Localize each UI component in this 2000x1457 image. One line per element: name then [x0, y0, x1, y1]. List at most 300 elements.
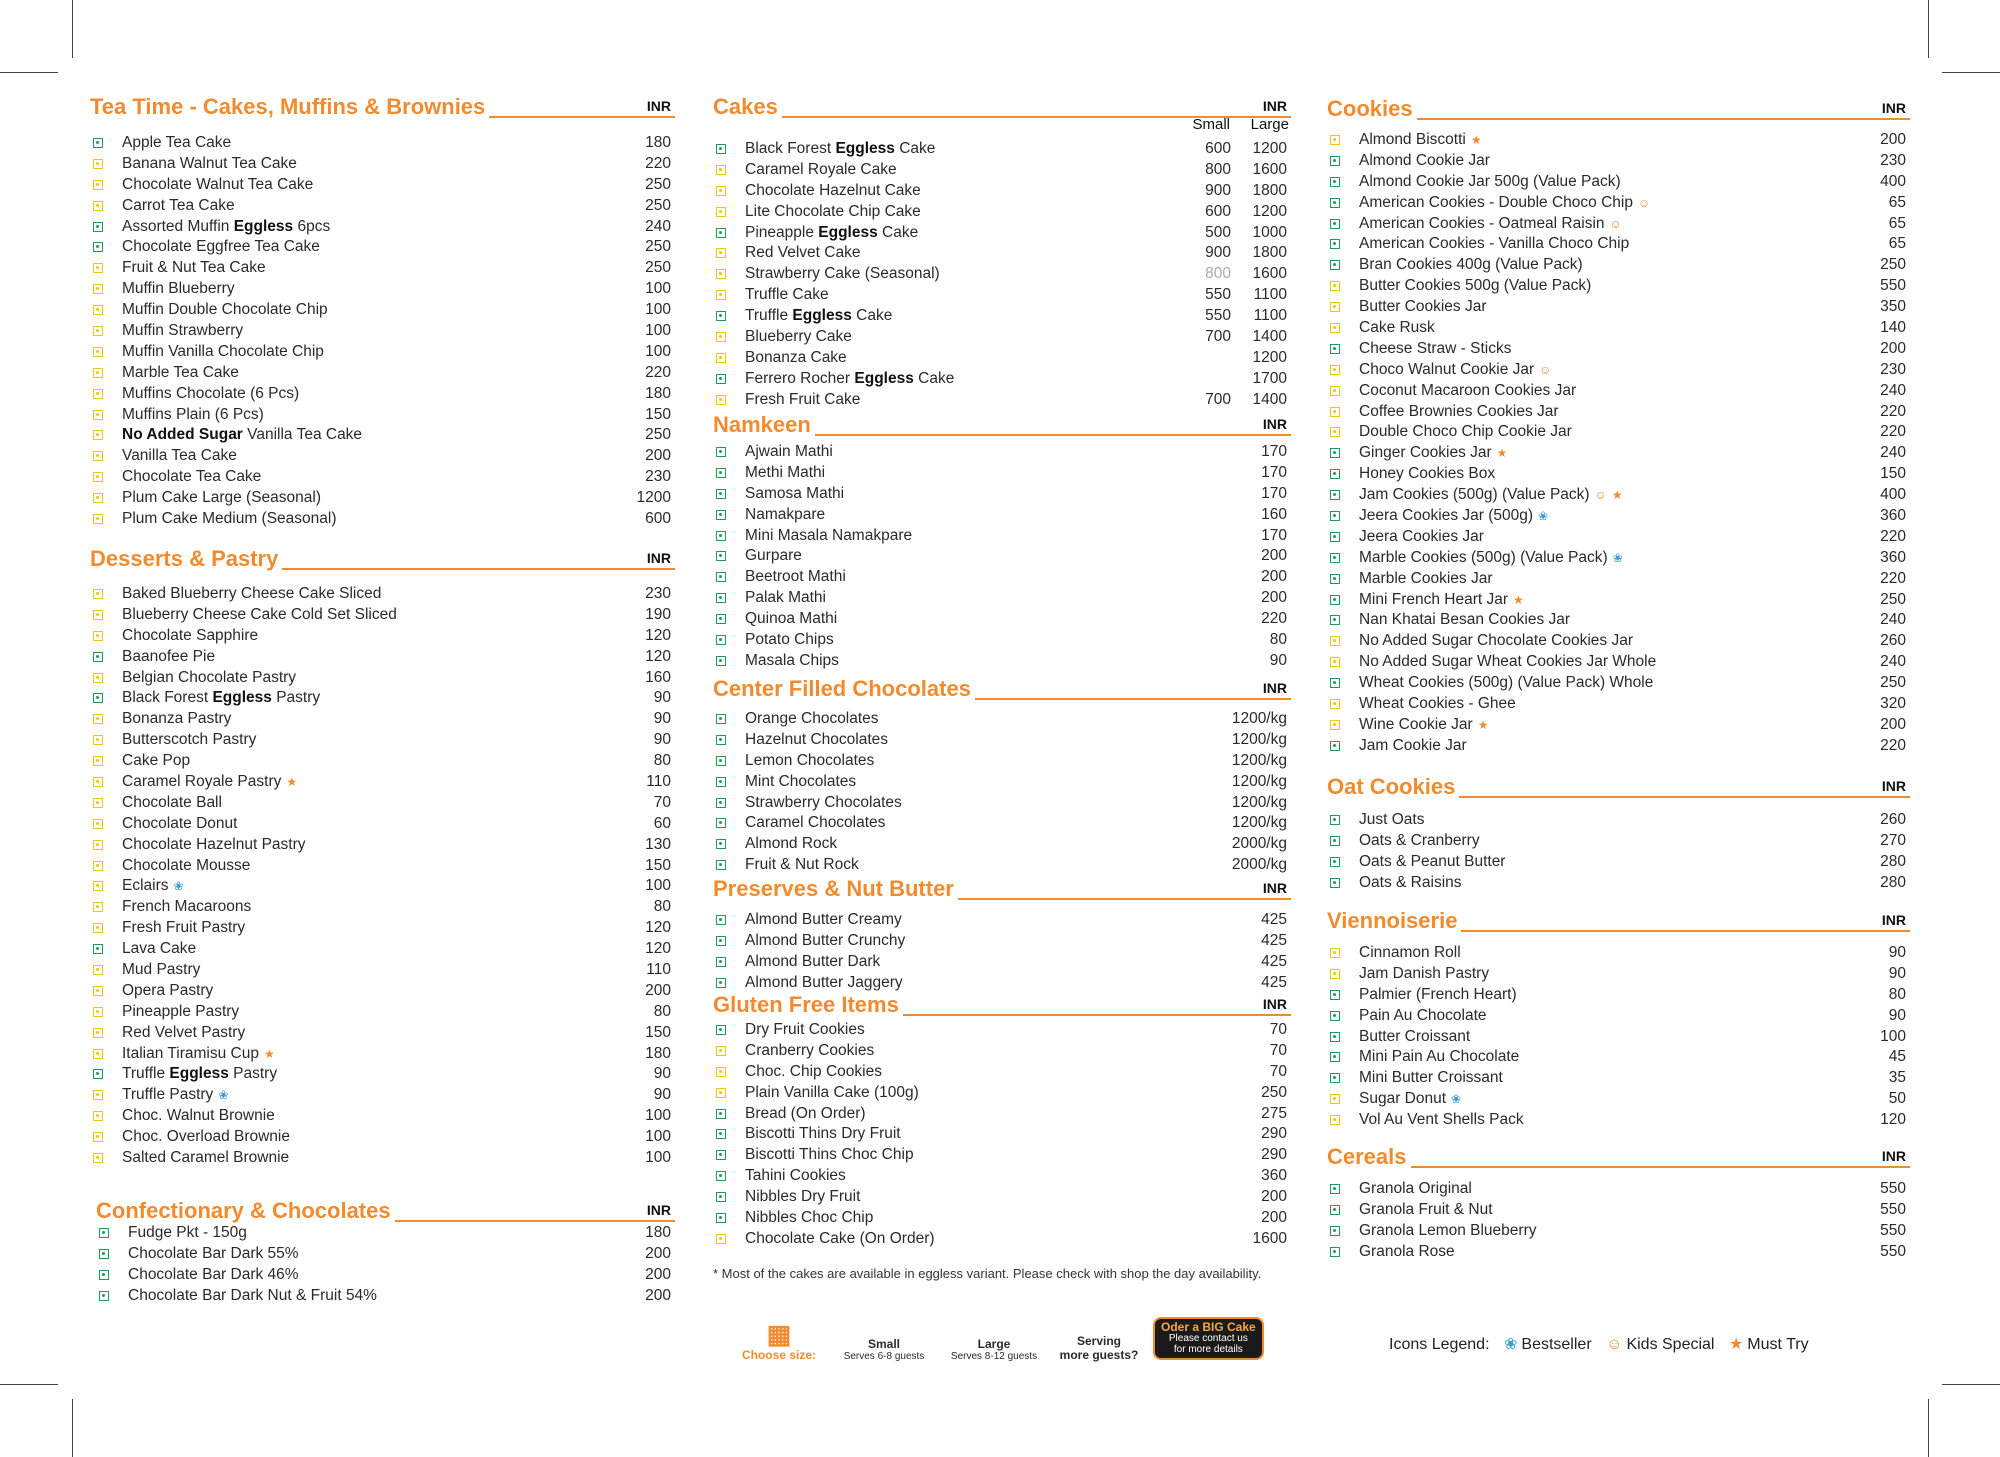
item-name — [745, 327, 852, 348]
big-cake-title: Oder a BIG Cake — [1161, 1320, 1256, 1334]
item-name-post: Fruit & Nut Tea Cake — [122, 259, 266, 277]
item-price: 550 — [1880, 1242, 1906, 1260]
item-price: 220 — [645, 154, 671, 172]
item-price: 120 — [1880, 1111, 1906, 1129]
item-name — [1359, 318, 1435, 339]
item-name — [122, 814, 237, 835]
item-price: 250 — [645, 175, 671, 193]
egg-mark-icon — [93, 347, 103, 357]
section-header — [1327, 94, 1910, 124]
item-name — [122, 584, 381, 605]
item-name — [1359, 422, 1572, 443]
egg-mark-icon — [716, 395, 726, 405]
menu-item — [713, 813, 1291, 834]
item-name — [745, 1187, 860, 1208]
item-price: 240 — [1880, 653, 1906, 671]
menu-item — [90, 405, 675, 426]
veg-mark-icon — [716, 447, 726, 457]
veg-mark-icon — [716, 1129, 726, 1139]
item-name-post: Almond Butter Jaggery — [745, 973, 903, 991]
item-name-bold: Eggless — [212, 689, 272, 707]
egg-mark-icon — [1330, 636, 1340, 646]
veg-mark-icon — [1330, 344, 1340, 354]
item-name — [122, 772, 297, 793]
item-name-post: Carrot Tea Cake — [122, 196, 235, 214]
veg-mark-icon — [1330, 448, 1340, 458]
item-price: 100 — [645, 877, 671, 895]
item-name-post: Cheese Straw - Sticks — [1359, 339, 1512, 357]
item-price: 90 — [653, 1065, 671, 1083]
item-name — [745, 813, 885, 834]
item-price: 200 — [1261, 589, 1287, 607]
item-price: 320 — [1880, 695, 1906, 713]
item-name — [745, 223, 918, 244]
section-title: Center Filled Chocolates — [713, 676, 975, 702]
item-name — [122, 1148, 289, 1169]
item-name — [1359, 1047, 1519, 1068]
item-name — [745, 1229, 935, 1250]
currency-label: INR — [646, 1202, 671, 1218]
currency-label: INR — [1262, 98, 1287, 114]
item-price: 230 — [645, 468, 671, 486]
price-large: 1400 — [1252, 390, 1287, 408]
veg-mark-icon — [1330, 198, 1340, 208]
item-price: 220 — [1880, 527, 1906, 545]
menu-item — [90, 425, 675, 446]
item-name — [122, 237, 320, 258]
item-name-post: Vanilla Tea Cake — [242, 426, 363, 444]
menu-item — [1327, 964, 1910, 985]
menu-item — [1327, 652, 1910, 673]
item-name-post: Granola Lemon Blueberry — [1359, 1221, 1537, 1239]
veg-mark-icon — [1330, 574, 1340, 584]
item-price: 2000/kg — [1231, 835, 1287, 853]
price-large: 1000 — [1252, 223, 1287, 241]
item-price: 190 — [645, 605, 671, 623]
section-header — [90, 544, 675, 574]
item-name — [122, 279, 235, 300]
menu-item — [90, 258, 675, 279]
item-name-post: Opera Pastry — [122, 981, 214, 999]
egg-mark-icon — [93, 819, 103, 829]
bestseller-icon: ❀ — [218, 1088, 229, 1103]
legend-bestseller: Bestseller — [1521, 1336, 1592, 1353]
item-name-post: Marble Cookies Jar — [1359, 569, 1493, 587]
item-name — [745, 609, 837, 630]
item-name — [745, 588, 826, 609]
menu-item — [713, 1020, 1291, 1041]
item-name-post: Chocolate Donut — [122, 814, 238, 832]
egg-mark-icon — [716, 269, 726, 279]
egg-mark-icon — [1330, 1094, 1340, 1104]
egg-mark-icon — [93, 201, 103, 211]
egg-mark-icon — [93, 305, 103, 315]
item-name — [122, 258, 266, 279]
egg-mark-icon — [93, 368, 103, 378]
item-name — [745, 567, 846, 588]
item-price: 80 — [653, 898, 671, 916]
item-name — [745, 285, 829, 306]
legend-must-try: Must Try — [1747, 1336, 1809, 1353]
item-name-post: Cake — [877, 223, 919, 241]
menu-item — [713, 709, 1291, 730]
item-name-post: Muffin Vanilla Chocolate Chip — [122, 342, 324, 360]
item-price: 550 — [1880, 277, 1906, 295]
item-name-post: Just Oats — [1359, 811, 1425, 828]
veg-mark-icon — [716, 614, 726, 624]
item-name-post: Granola Rose — [1359, 1242, 1455, 1260]
section-title: Desserts & Pastry — [90, 546, 282, 572]
item-name-bold: Eggless — [818, 223, 878, 241]
item-name — [122, 405, 264, 426]
section-cookies — [1327, 94, 1910, 754]
item-price: 120 — [645, 626, 671, 644]
egg-mark-icon — [93, 881, 103, 891]
item-name-post: No Added Sugar Wheat Cookies Jar Whole — [1359, 653, 1657, 671]
item-name — [745, 855, 859, 876]
item-name-post: Lite Chocolate Chip Cake — [745, 202, 921, 220]
crop-mark — [72, 0, 73, 58]
item-name-post: Cake — [894, 140, 936, 157]
menu-item — [1327, 422, 1910, 443]
veg-mark-icon — [1330, 1226, 1340, 1236]
item-name-post: Cinnamon Roll — [1359, 944, 1461, 961]
item-name — [745, 751, 874, 772]
menu-item — [90, 175, 675, 196]
egg-mark-icon — [93, 923, 103, 933]
item-name-post: Fresh Fruit Cake — [745, 390, 861, 408]
item-name — [1359, 694, 1516, 715]
item-name-post: Plum Cake Medium (Seasonal) — [122, 510, 337, 528]
menu-item — [713, 1041, 1291, 1062]
egg-mark-icon — [93, 1090, 103, 1100]
menu-item — [1327, 443, 1910, 464]
menu-item — [1327, 810, 1910, 831]
menu-item — [713, 505, 1291, 526]
menu-item — [1327, 590, 1910, 611]
item-name-post: Almond Butter Dark — [745, 952, 881, 970]
size-large-header: Large — [1250, 116, 1289, 133]
item-name-pre: Black Forest — [122, 689, 213, 707]
veg-mark-icon — [716, 818, 726, 828]
egg-mark-icon — [93, 756, 103, 766]
item-name — [122, 175, 313, 196]
menu-item — [90, 446, 675, 467]
item-price: 425 — [1261, 952, 1287, 970]
item-name-post: Butter Croissant — [1359, 1027, 1471, 1045]
item-name-post: Banana Walnut Tea Cake — [122, 154, 297, 172]
egg-mark-icon — [93, 451, 103, 461]
section-cakes — [713, 92, 1291, 408]
item-name-post: Truffle Pastry — [122, 1086, 214, 1104]
item-name — [745, 952, 880, 973]
item-name-post: Butter Cookies 500g (Value Pack) — [1359, 277, 1592, 295]
section-desserts-pastry — [90, 544, 675, 1167]
item-name-post: Chocolate Sapphire — [122, 626, 259, 644]
section-confectionary — [96, 1196, 675, 1304]
must-try-icon: ★ — [1513, 592, 1524, 607]
egg-mark-icon — [1330, 281, 1340, 291]
item-name-post: Fudge Pkt - 150g — [128, 1224, 247, 1241]
egg-mark-icon — [716, 332, 726, 342]
menu-item — [713, 1166, 1291, 1187]
item-list — [713, 910, 1291, 994]
veg-mark-icon — [716, 468, 726, 478]
item-name — [745, 484, 844, 505]
menu-item — [90, 300, 675, 321]
veg-mark-icon — [716, 144, 726, 154]
item-name — [1359, 130, 1482, 151]
item-price: 200 — [645, 981, 671, 999]
cake-stand-icon: ▦ — [766, 1319, 792, 1349]
egg-mark-icon — [93, 777, 103, 787]
item-name — [745, 1208, 873, 1229]
menu-item — [90, 647, 675, 668]
item-list — [713, 709, 1291, 876]
item-name — [122, 960, 200, 981]
item-price: 90 — [1888, 964, 1906, 982]
item-name-pre: Ferrero Rocher — [745, 369, 855, 387]
item-name-post: Almond Cookie Jar 500g (Value Pack) — [1359, 172, 1621, 190]
menu-item — [1327, 715, 1910, 736]
egg-mark-icon — [1330, 135, 1340, 145]
item-name — [1359, 831, 1480, 852]
egg-mark-icon — [93, 714, 103, 724]
item-name-post: Sugar Donut — [1359, 1090, 1447, 1108]
choose-size-label: Choose size: — [741, 1348, 816, 1362]
menu-item — [713, 1187, 1291, 1208]
item-list — [1327, 943, 1910, 1131]
item-name — [1359, 985, 1517, 1006]
item-name — [745, 1166, 846, 1187]
veg-mark-icon — [716, 978, 726, 988]
item-name-post: Jeera Cookies Jar (500g) — [1359, 507, 1534, 525]
currency-label: INR — [646, 550, 671, 566]
menu-item — [90, 981, 675, 1002]
item-price: 80 — [1888, 985, 1906, 1003]
item-name-bold: Eggless — [233, 217, 294, 235]
size-large — [939, 1337, 1049, 1362]
section-title: Confectionary & Chocolates — [96, 1198, 395, 1224]
item-name — [1359, 1068, 1503, 1089]
veg-mark-icon — [1330, 615, 1340, 625]
item-name-post: French Macaroons — [122, 898, 252, 916]
item-name — [122, 509, 337, 530]
big-cake-line2: for more details — [1173, 1344, 1243, 1355]
item-name — [122, 730, 256, 751]
item-name-post: Biscotti Thins Dry Fruit — [745, 1125, 901, 1143]
veg-mark-icon — [93, 242, 103, 252]
item-price: 50 — [1888, 1090, 1906, 1108]
item-name — [122, 897, 251, 918]
menu-item — [90, 605, 675, 626]
menu-item — [90, 321, 675, 342]
item-name-post: Double Choco Chip Cookie Jar — [1359, 423, 1572, 441]
item-price: 1600 — [1252, 1229, 1287, 1247]
item-price: 230 — [1880, 151, 1906, 169]
must-try-icon: ★ — [1470, 133, 1482, 147]
item-price: 250 — [1261, 1083, 1287, 1101]
item-price: 200 — [645, 1265, 671, 1283]
menu-item — [713, 751, 1291, 772]
item-price: 1200/kg — [1231, 751, 1287, 769]
item-name-post: Chocolate Cake (On Order) — [745, 1229, 935, 1247]
serving-label: Serving — [1076, 1334, 1121, 1348]
veg-mark-icon — [716, 1213, 726, 1223]
menu-item — [90, 467, 675, 488]
item-name — [1359, 506, 1548, 527]
item-name — [122, 1002, 239, 1023]
cake-item — [713, 348, 1291, 369]
menu-item — [90, 363, 675, 384]
item-name-post: Ginger Cookies Jar — [1359, 444, 1492, 462]
item-name-post: Pineapple Pastry — [122, 1002, 240, 1020]
egg-mark-icon — [93, 410, 103, 420]
menu-item — [90, 237, 675, 258]
item-name-post: Samosa Mathi — [745, 484, 845, 502]
item-name-post: Pastry — [228, 1065, 278, 1083]
menu-item — [1327, 1089, 1910, 1110]
item-price: 130 — [645, 835, 671, 853]
menu-item — [1327, 130, 1910, 151]
menu-item — [713, 1062, 1291, 1083]
item-price: 400 — [1880, 172, 1906, 190]
menu-item — [1327, 1047, 1910, 1068]
item-name-post: Chocolate Ball — [122, 793, 222, 811]
item-price: 150 — [645, 1023, 671, 1041]
veg-mark-icon — [99, 1249, 109, 1259]
item-price: 220 — [1261, 610, 1287, 628]
item-price: 120 — [645, 647, 671, 665]
price-large: 1400 — [1252, 328, 1287, 346]
item-name-post: Caramel Royale Cake — [745, 160, 897, 178]
section-header — [90, 92, 675, 122]
item-price: 250 — [645, 196, 671, 214]
menu-item — [1327, 631, 1910, 652]
veg-mark-icon — [1330, 1247, 1340, 1257]
item-name-post: Blueberry Cheese Cake Cold Set Sliced — [122, 605, 397, 623]
item-name — [1359, 873, 1462, 894]
item-name-bold: Eggless — [792, 307, 852, 325]
item-name-post: Choc. Overload Brownie — [122, 1128, 290, 1146]
crop-mark — [1928, 0, 1929, 58]
currency-label: INR — [1262, 996, 1287, 1012]
cake-item — [713, 264, 1291, 285]
menu-item — [713, 1104, 1291, 1125]
item-name — [122, 1085, 228, 1106]
item-name — [122, 300, 328, 321]
bestseller-icon: ❀ — [173, 879, 184, 894]
cake-item — [713, 181, 1291, 202]
menu-item — [713, 931, 1291, 952]
item-name — [122, 1023, 245, 1044]
item-price: 275 — [1261, 1104, 1287, 1122]
menu-item — [1327, 276, 1910, 297]
menu-item — [90, 897, 675, 918]
veg-mark-icon — [1330, 1184, 1340, 1194]
menu-item — [713, 855, 1291, 876]
item-name — [745, 505, 825, 526]
crop-mark — [1942, 72, 2000, 73]
menu-item — [713, 442, 1291, 463]
item-name-post: Mud Pastry — [122, 961, 201, 979]
menu-item — [90, 688, 675, 709]
item-price: 220 — [1880, 402, 1906, 420]
price-small: 800 — [1205, 160, 1231, 178]
egg-mark-icon — [716, 1234, 726, 1244]
item-price: 250 — [645, 238, 671, 256]
veg-mark-icon — [716, 374, 726, 384]
item-name — [1359, 193, 1650, 214]
veg-mark-icon — [1330, 678, 1340, 688]
item-name-post: Namakpare — [745, 505, 826, 523]
price-small: 600 — [1205, 140, 1231, 157]
section-title: Cookies — [1327, 96, 1417, 122]
item-price: 200 — [1880, 715, 1906, 733]
item-name-post: Red Velvet Pastry — [122, 1023, 246, 1041]
menu-item — [1327, 339, 1910, 360]
currency-label: INR — [1881, 912, 1906, 928]
item-price: 260 — [1880, 632, 1906, 650]
veg-mark-icon — [716, 635, 726, 645]
size-small-header: Small — [1192, 116, 1230, 133]
item-price: 1200/kg — [1231, 730, 1287, 748]
menu-item — [713, 793, 1291, 814]
veg-mark-icon — [99, 1228, 109, 1238]
item-price: 100 — [645, 301, 671, 319]
veg-mark-icon — [1330, 990, 1340, 1000]
item-name-post: Tahini Cookies — [745, 1167, 846, 1185]
egg-mark-icon — [93, 1153, 103, 1163]
item-name-post: Wheat Cookies - Ghee — [1359, 695, 1516, 713]
item-name — [1359, 402, 1559, 423]
item-name — [1359, 151, 1490, 172]
veg-mark-icon — [93, 652, 103, 662]
item-price: 220 — [1880, 736, 1906, 754]
price-small: 550 — [1205, 286, 1231, 304]
egg-mark-icon — [93, 673, 103, 683]
menu-item — [90, 626, 675, 647]
menu-item — [90, 1064, 675, 1085]
menu-item — [1327, 360, 1910, 381]
item-price: 180 — [645, 384, 671, 402]
veg-mark-icon — [1330, 260, 1340, 270]
item-name-post: Eclairs — [122, 877, 169, 895]
menu-item — [90, 154, 675, 175]
item-price: 150 — [1880, 465, 1906, 483]
price-large: 1800 — [1252, 244, 1287, 262]
menu-item — [90, 835, 675, 856]
item-name-post: Mini Pain Au Chocolate — [1359, 1048, 1520, 1066]
price-large: 1800 — [1252, 181, 1287, 199]
menu-item — [1327, 985, 1910, 1006]
menu-item — [1327, 172, 1910, 193]
menu-item — [90, 793, 675, 814]
menu-item — [90, 730, 675, 751]
menu-item — [90, 196, 675, 217]
egg-mark-icon — [93, 861, 103, 871]
menu-item — [90, 772, 675, 793]
item-name-post: American Cookies - Vanilla Choco Chip — [1359, 235, 1630, 253]
item-price: 100 — [645, 342, 671, 360]
price-large: 1100 — [1253, 286, 1287, 304]
item-list — [1327, 130, 1910, 757]
item-name — [745, 1062, 882, 1083]
menu-item — [1327, 506, 1910, 527]
egg-mark-icon — [716, 186, 726, 196]
menu-item — [713, 834, 1291, 855]
menu-item — [1327, 464, 1910, 485]
